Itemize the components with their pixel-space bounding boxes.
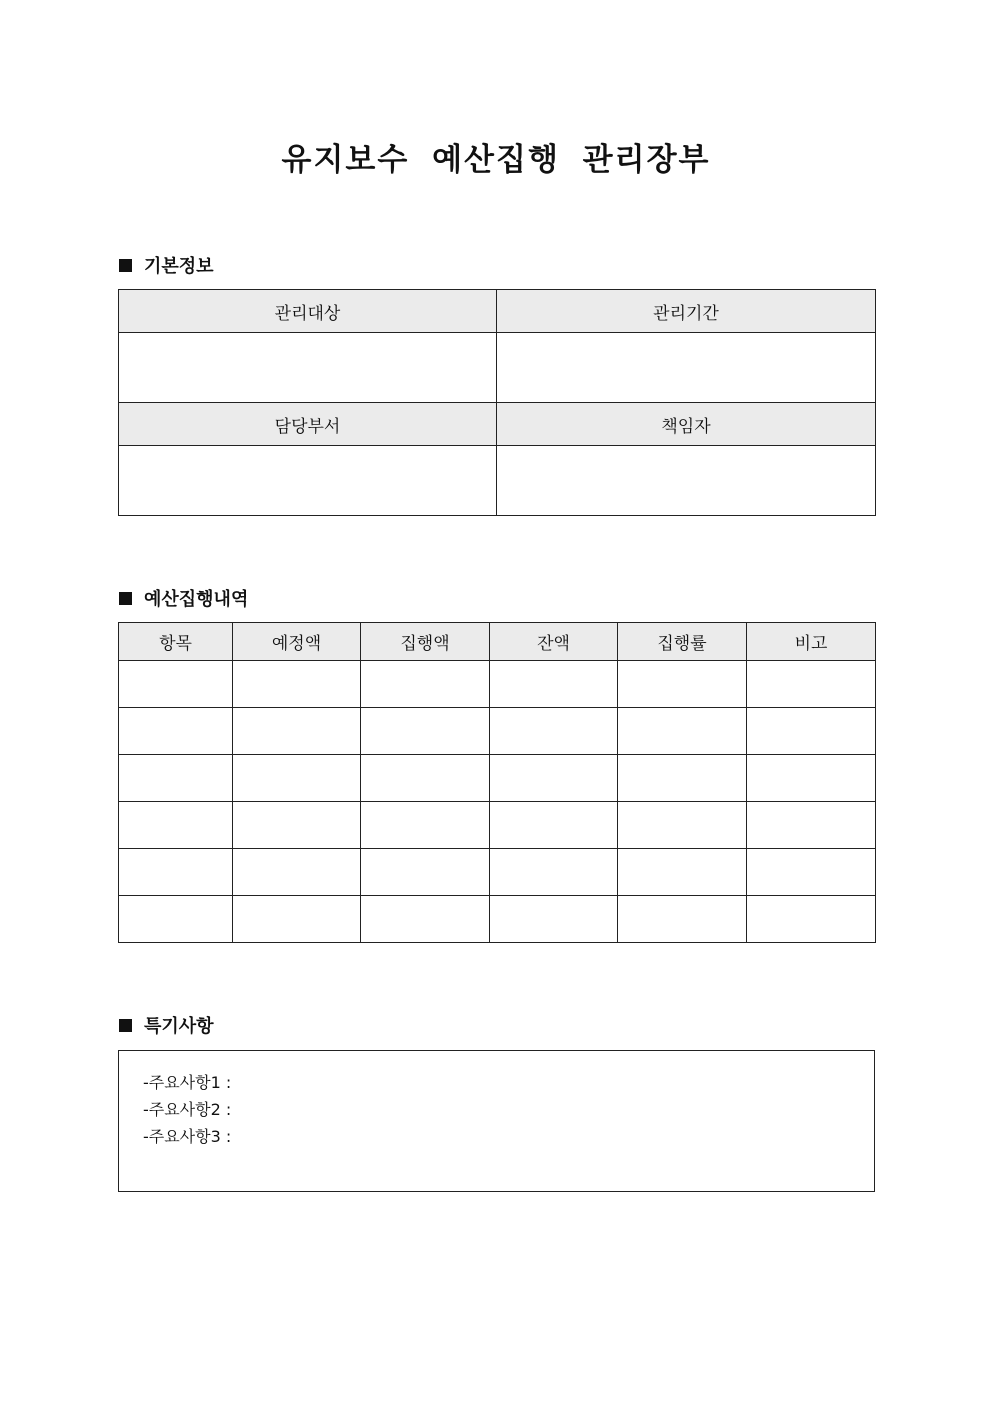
table-cell[interactable]: [490, 849, 618, 896]
table-cell[interactable]: [618, 755, 747, 802]
note-item: -주요사항3 :: [143, 1127, 232, 1146]
section-heading-notes: [119, 1013, 214, 1037]
value-responsible-person[interactable]: [497, 446, 876, 516]
table-cell[interactable]: [119, 708, 233, 755]
table-cell[interactable]: [361, 661, 490, 708]
table-cell[interactable]: [233, 849, 361, 896]
column-header-item: 항목: [119, 623, 233, 661]
table-cell[interactable]: [747, 849, 876, 896]
table-row: [119, 708, 876, 755]
table-cell[interactable]: [361, 896, 490, 943]
label-responsible-person: 책임자: [497, 403, 876, 446]
budget-execution-table: [118, 622, 876, 943]
section-heading-budget: [119, 586, 248, 610]
square-bullet-icon: [119, 592, 132, 605]
table-cell[interactable]: [618, 896, 747, 943]
column-header-balance: 잔액: [490, 623, 618, 661]
table-cell[interactable]: [618, 802, 747, 849]
table-cell[interactable]: [618, 849, 747, 896]
table-row: [119, 896, 876, 943]
table-cell[interactable]: [119, 849, 233, 896]
section-heading-notes-label: 특기사항: [144, 1016, 214, 1037]
table-cell[interactable]: [119, 661, 233, 708]
column-header-remarks: 비고: [747, 623, 876, 661]
note-item: -주요사항2 :: [143, 1100, 232, 1119]
note-item: -주요사항1 :: [143, 1073, 232, 1092]
table-cell[interactable]: [361, 708, 490, 755]
table-cell[interactable]: [233, 708, 361, 755]
table-cell[interactable]: [490, 755, 618, 802]
table-cell[interactable]: [233, 896, 361, 943]
table-cell[interactable]: [361, 849, 490, 896]
column-header-executed: 집행액: [361, 623, 490, 661]
table-row: [119, 755, 876, 802]
table-cell[interactable]: [361, 802, 490, 849]
table-cell[interactable]: [747, 708, 876, 755]
table-cell[interactable]: [233, 755, 361, 802]
column-header-execution-rate: 집행률: [618, 623, 747, 661]
notes-list: [119, 1051, 874, 1150]
table-cell[interactable]: [618, 708, 747, 755]
table-cell[interactable]: [233, 661, 361, 708]
section-heading-basic-label: 기본정보: [144, 256, 214, 277]
table-row: [119, 802, 876, 849]
table-cell[interactable]: [119, 896, 233, 943]
table-cell[interactable]: [747, 661, 876, 708]
table-cell[interactable]: [119, 755, 233, 802]
table-cell[interactable]: [618, 661, 747, 708]
notes-box[interactable]: [118, 1050, 875, 1192]
value-management-period[interactable]: [497, 333, 876, 403]
table-cell[interactable]: [490, 708, 618, 755]
table-cell[interactable]: [490, 661, 618, 708]
square-bullet-icon: [119, 259, 132, 272]
table-cell[interactable]: [747, 755, 876, 802]
table-row: [119, 661, 876, 708]
table-cell[interactable]: [490, 896, 618, 943]
table-cell[interactable]: [119, 802, 233, 849]
section-heading-budget-label: 예산집행내역: [144, 589, 249, 610]
value-management-target[interactable]: [119, 333, 497, 403]
label-management-target: 관리대상: [119, 290, 497, 333]
table-cell[interactable]: [490, 802, 618, 849]
basic-info-table: [118, 289, 876, 516]
table-cell[interactable]: [361, 755, 490, 802]
table-cell[interactable]: [233, 802, 361, 849]
square-bullet-icon: [119, 1019, 132, 1032]
table-cell[interactable]: [747, 896, 876, 943]
page-title: 유지보수 예산집행 관리장부: [281, 142, 711, 178]
table-cell[interactable]: [747, 802, 876, 849]
value-department[interactable]: [119, 446, 497, 516]
label-management-period: 관리기간: [497, 290, 876, 333]
label-department: 담당부서: [119, 403, 497, 446]
column-header-planned: 예정액: [233, 623, 361, 661]
section-heading-basic: [119, 253, 214, 277]
table-row: [119, 849, 876, 896]
